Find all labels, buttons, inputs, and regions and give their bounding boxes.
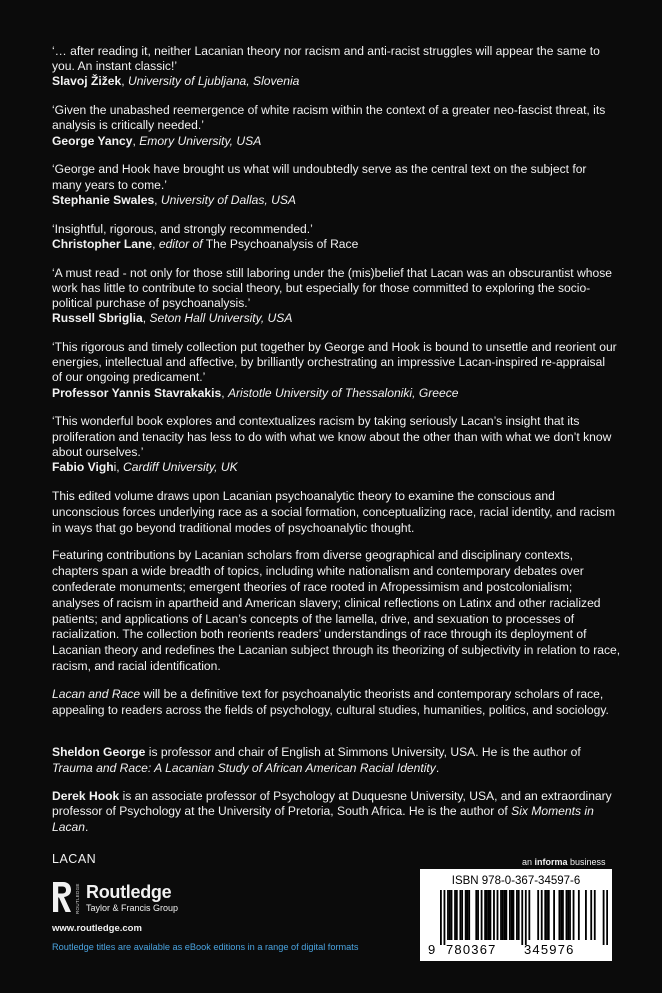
author-book-title: The Psychoanalysis of Race xyxy=(205,236,359,251)
barcode-bar xyxy=(546,890,548,940)
editor-name: Sheldon George xyxy=(52,745,146,759)
barcode-bar xyxy=(590,890,592,940)
endorsement-quote: ‘George and Hook have brought us what will undoubtedly serve as the central text on the subject for many years to come.’ xyxy=(52,162,587,192)
author-affiliation: Seton Hall University, USA xyxy=(149,311,293,326)
author-affiliation: University of Ljubljana, Slovenia xyxy=(127,74,300,89)
endorsement-quote: ‘Insightful, rigorous, and strongly recommended.’ xyxy=(52,221,313,236)
barcode-bar xyxy=(525,890,527,945)
barcode-bar xyxy=(504,890,506,940)
bio-end: . xyxy=(435,760,440,775)
isbn-text: ISBN 978-0-367-34597-6 xyxy=(451,875,581,887)
barcode-bar xyxy=(477,890,479,940)
author-name: Fabio Vigh xyxy=(52,460,114,475)
endorsement xyxy=(52,266,618,327)
editor-bios xyxy=(52,745,622,848)
barcode-bar xyxy=(451,890,453,940)
endorsements xyxy=(52,44,618,489)
endorsement xyxy=(52,103,618,149)
routledge-logo xyxy=(50,880,250,920)
barcode-bar xyxy=(484,890,486,940)
author-name: Professor Yannis Stavrakakis xyxy=(52,385,222,400)
isbn-barcode xyxy=(420,869,612,961)
barcode-bar xyxy=(456,890,458,940)
author-affiliation: Aristotle University of Thessaloniki, Greece xyxy=(227,385,459,400)
subject-category: LACAN xyxy=(52,852,97,866)
endorsement xyxy=(52,44,618,90)
bio-end: . xyxy=(84,820,89,835)
endorsement-author: Fabio Vighi, Cardiff University, UK xyxy=(52,460,238,475)
endorsement xyxy=(52,162,618,208)
barcode-bar xyxy=(521,890,523,945)
author-affiliation: Cardiff University, UK xyxy=(123,460,238,475)
barcode-bar xyxy=(454,890,456,940)
barcode-bar xyxy=(481,890,483,940)
barcode-bar xyxy=(562,890,564,940)
endorsement xyxy=(52,340,618,401)
description-paragraph xyxy=(52,687,622,719)
endorsement xyxy=(52,222,618,252)
informa-brand: informa xyxy=(534,857,568,867)
barcode-bar xyxy=(541,890,543,940)
informa-business-label xyxy=(522,857,606,867)
barcode-bar xyxy=(578,890,580,940)
barcode-bar xyxy=(573,890,575,940)
barcode-bar xyxy=(505,890,507,940)
endorsement-quote: ‘Given the unabashed reemergence of white racism within the context of a greater neo-fascist threat, its analysis is critically needed.’ xyxy=(52,103,606,133)
barcode-bar xyxy=(467,890,469,940)
endorsement-quote: ‘… after reading it, neither Lacanian theory nor racism and anti-racist struggles will appear the same to you. An instant classic!’ xyxy=(52,44,600,74)
barcode-bar xyxy=(553,890,555,940)
author-name: Stephanie Swales xyxy=(52,192,155,207)
barcode-bar xyxy=(440,890,442,945)
book-description xyxy=(52,489,622,718)
barcode-bar xyxy=(490,890,492,940)
author-affiliation: Emory University, USA xyxy=(139,133,262,148)
author-affiliation: University of Dallas, USA xyxy=(160,192,296,207)
barcode-lead-digit: 9 xyxy=(428,942,437,957)
barcode-bar xyxy=(594,890,596,940)
barcode-bar xyxy=(502,890,504,940)
barcode-bar xyxy=(567,890,569,940)
barcode-bar xyxy=(548,890,550,940)
barcode-bar xyxy=(516,890,518,940)
barcode-bar xyxy=(486,890,488,940)
barcode-group-b: 345976 xyxy=(524,942,575,957)
barcode-bar xyxy=(497,890,499,940)
barcode-bar xyxy=(509,890,511,940)
publisher-name: Routledge xyxy=(86,882,172,902)
routledge-vertical-text: ROUTLEDGE xyxy=(75,883,80,914)
barcode-bar xyxy=(459,890,461,940)
barcode-bar xyxy=(560,890,562,940)
publisher-website[interactable]: www.routledge.com xyxy=(52,923,142,934)
barcode-bar xyxy=(544,890,546,940)
endorsement-quote: ‘A must read - not only for those still laboring under the (mis)belief that Lacan was an obscurantist whose work has little to contribute to social theory, but especially for those committed to exploring the socio-political purchase of psychoanalysis.’ xyxy=(52,265,612,311)
barcode-bar xyxy=(511,890,513,940)
barcode-bar xyxy=(447,890,449,940)
book-title: Lacan and Race xyxy=(52,686,141,701)
barcode-bar xyxy=(475,890,477,940)
barcode-bar xyxy=(518,890,520,940)
barcode-bar xyxy=(603,890,605,945)
barcode-bar xyxy=(513,890,515,940)
informa-suffix: business xyxy=(567,857,606,867)
routledge-r-icon xyxy=(50,880,74,914)
editor-bio xyxy=(52,789,622,836)
endorsement xyxy=(52,414,618,475)
barcode-bar xyxy=(585,890,587,940)
barcode-bar xyxy=(558,890,560,940)
endorsement-author: Slavoj Žižek, University of Ljubljana, Slovenia xyxy=(52,74,300,89)
barcode-bar xyxy=(528,890,530,940)
barcode-bar xyxy=(465,890,467,940)
endorsement-author: Stephanie Swales, University of Dallas, USA xyxy=(52,192,296,207)
barcode-group-a: 780367 xyxy=(446,942,497,957)
endorsement-quote: ‘This wonderful book explores and contextualizes racism by taking seriously Lacan’s insight that its proliferation and tenacity has less to do with what we know about the other than with what we don’t know about ourselves.’ xyxy=(52,414,612,459)
description-paragraph: This edited volume draws upon Lacanian psychoanalytic theory to examine the conscious and unconscious forces underlying race as a social formation, conceptualizing race, racial identity, and racism in ways that go beyond traditional modes of psychoanalytic thought. xyxy=(52,489,616,535)
editor-name: Derek Hook xyxy=(52,788,120,803)
author-name-tail: i xyxy=(113,460,117,475)
author-name: Christopher Lane xyxy=(52,236,153,251)
barcode-bar xyxy=(468,890,470,940)
barcode-bar xyxy=(500,890,502,940)
bio-text: is an associate professor of Psychology at Duquesne University, USA, and an extraordinary professor of Psychology at the University of Pretoria, South Africa. He is the author of xyxy=(52,788,612,819)
endorsement-author: George Yancy, Emory University, USA xyxy=(52,133,262,148)
description-text: will be a definitive text for psychoanalytic theorists and contemporary scholars of race, appealing to readers across the fields of psychology, cultural studies, humanities, politics, and sociology. xyxy=(52,686,609,717)
author-name: George Yancy xyxy=(52,133,133,148)
barcode-bar xyxy=(444,890,446,945)
barcode-bar xyxy=(606,890,608,945)
description-paragraph: Featuring contributions by Lacanian scholars from diverse geographical and disciplinary contexts, chapters span a wide breadth of topics, including white nationalism and contemporary debates over confederate monuments; emergent theories of race rooted in Afropessimism and postcolonialism; analyses of racism in apartheid and American slavery; clinical reflections on Latinx and other racialized patients; and applications of Lacan’s concepts of the lamella, drive, and sexuation to processes of racialization. The collection both reorients readers’ understandings of race through its deployment of Lacanian theory and redefines the Lacanian subject through its theorizing of subjectivity in relation to race, racism, and racial identification. xyxy=(52,548,621,673)
bio-text: is professor and chair of English at Simmons University, USA. He is the author of xyxy=(145,745,581,759)
barcode-bars xyxy=(440,890,608,945)
publisher-group: Taylor & Francis Group xyxy=(86,903,179,913)
barcode-bar xyxy=(461,890,463,940)
author-name: Russell Sbriglia xyxy=(52,311,143,326)
bio-book-title: Six Moments in Lacan xyxy=(52,804,594,835)
editor-bio xyxy=(52,745,622,777)
endorsement-author: Christopher Lane, editor of The Psychoanalysis of Race xyxy=(52,236,359,251)
barcode-bar xyxy=(449,890,451,940)
author-affiliation: editor of xyxy=(158,236,203,251)
ebook-note: Routledge titles are available as eBook editions in a range of digital formats xyxy=(52,942,359,952)
endorsement-quote: ‘This rigorous and timely collection put together by George and Hook is bound to unsettle and reorient our energies, intellectual and affective, by brilliantly orchestrating an impressive Lacan-inspired re-appraisal of our ongoing predicament.’ xyxy=(52,340,617,385)
barcode-bar xyxy=(569,890,571,940)
informa-prefix: an xyxy=(522,857,535,867)
barcode-bar xyxy=(537,890,539,940)
endorsement-author: Professor Yannis Stavrakakis, Aristotle University of Thessaloniki, Greece xyxy=(52,385,459,400)
endorsement-author: Russell Sbriglia, Seton Hall University, USA xyxy=(52,311,293,326)
barcode-bar xyxy=(488,890,490,940)
author-name: Slavoj Žižek xyxy=(52,74,122,89)
barcode-bar xyxy=(566,890,568,940)
bio-book-title: Trauma and Race: A Lacanian Study of African American Racial Identity xyxy=(52,760,436,775)
barcode-bar xyxy=(493,890,495,940)
